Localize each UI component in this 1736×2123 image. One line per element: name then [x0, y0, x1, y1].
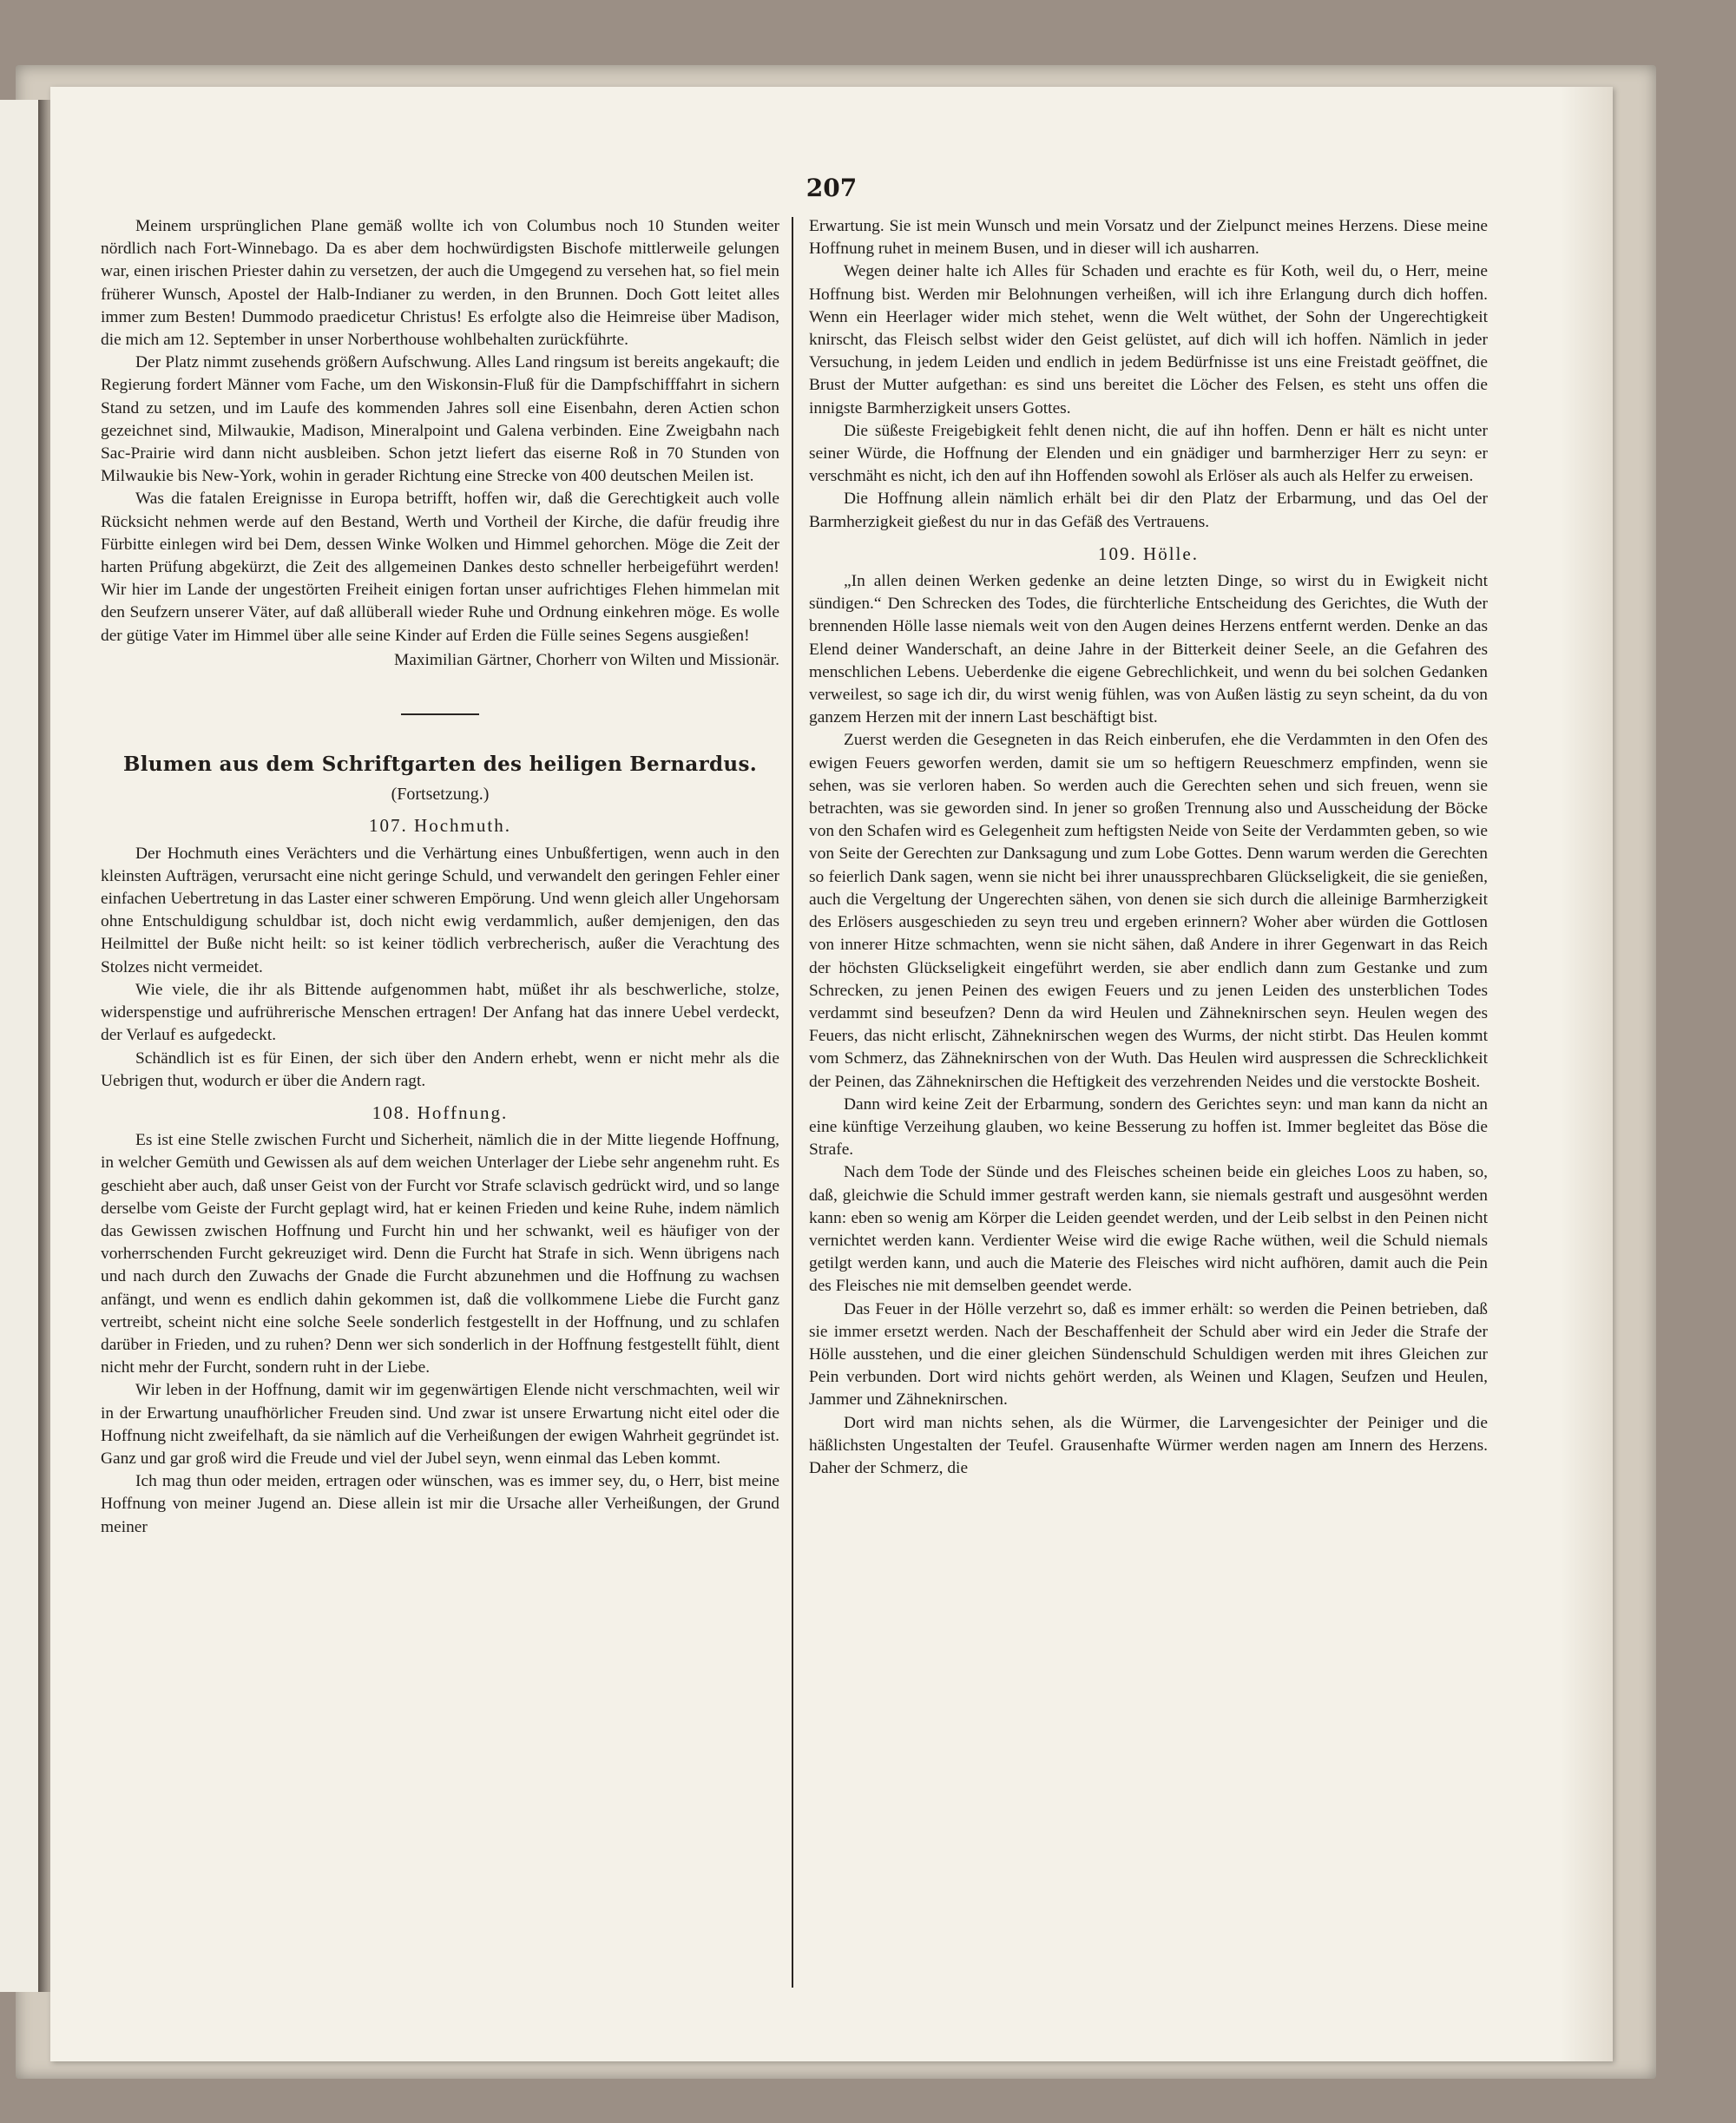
column-rule — [792, 217, 793, 1988]
page-number: 207 — [806, 174, 858, 202]
section-divider — [401, 713, 479, 715]
section-subtitle: (Fortsetzung.) — [391, 785, 490, 805]
book-page — [50, 87, 1613, 2061]
gutter-shadow — [38, 100, 50, 1992]
letter-paragraph: Was die fatalen Ereignisse in Europa betrifft, hoffen wir, daß die Gerechtigkeit auch volle Rücksicht nehmen werde auf den Bestand, Werth und Vortheil der Kirche, die dafür freudig ihre Fürbitte einlegen wird bei Dem, dessen Winke Wolken und Himmel gehorchen. Möge die Zeit der harten Prüfung abgekürzt, die Zeit des allgemeinen Dankes desto schneller herbeigeführt werden! Wir hier im Lande der ungestörten Freiheit einigen fortan unser aufrichtiges Flehen himmelan mit den Seufzern unserer Väter, auf daß allüberall wieder Ruhe und Ordnung einkehren möge. Es wolle der gütige Vater im Himmel über alle seine Kinder auf Erden die Fülle seines Segens ausgießen! — [101, 490, 779, 645]
entry-paragraph: Erwartung. Sie ist mein Wunsch und mein Vorsatz und der Zielpunct meines Herzens. Diese meine Hoffnung ruhet in meinem Busen, und in dieser will ich ausharren. — [809, 217, 1488, 259]
entry-paragraph: Nach dem Tode der Sünde und des Fleisches scheinen beide ein gleiches Loos zu haben, so, daß, gleichwie die Schuld immer gestraft werden kann, sie niemals gestraft und ausgesöhnt werden kann: eben so wenig am Körper die Leiden geendet werden, und der Leib selbst in den Peinen nicht vernichtet werden kann. Verdienter Weise wird die ewige Rache wüthen, weil die Schuld niemals getilgt werden kann, und auch die Materie des Fleisches wird nicht aufhören, damit auch die Pein des Fleisches nie mit demselben geendet werde. — [809, 1163, 1488, 1296]
letter-paragraph: Der Platz nimmt zusehends größern Aufschwung. Alles Land ringsum ist bereits angekauft; die Regierung fordert Männer vom Fache, um den Wiskonsin-Fluß für die Dampfschifffahrt in sichern Stand zu setzen, und im Laufe des kommenden Jahres soll eine Eisenbahn, deren Actien schon gezeichnet sind, Milwaukie, Madison, Mineralpoint und Galena verbinden. Eine Zweigbahn nach Sac-Prairie wird dann nicht ausbleiben. Schon jetzt liefert das eiserne Roß in 70 Stunden von Milwaukie bis New-York, wohin in gerader Richtung eine Strecke von 400 deutschen Meilen ist. — [101, 353, 779, 486]
entry-heading-109: 109. Hölle. — [1098, 542, 1199, 564]
entry-paragraph: Der Hochmuth eines Verächters und die Verhärtung eines Unbußfertigen, wenn auch in den kleinsten Aufträgen, verursacht eine nicht geringe Schuld, und verwandelt den geringen Fehler einer einfachen Uebertretung in das Laster einer schweren Empörung. Und wenn gleich aller Ungehorsam ohne Entschuldigung schuldbar ist, doch nicht ewig verdammlich, außer demjenigen, den das Heilmittel der Buße nicht heilt: so ist keiner tödlich verbrecherisch, außer die Verachtung des Stolzes nicht vermeidet. — [101, 844, 779, 976]
entry-paragraph: Wegen deiner halte ich Alles für Schaden und erachte es für Koth, weil du, o Herr, meine Hoffnung bist. Werden mir Belohnungen verheißen, will ich ihre Erlangung durch dich hoffen. Wenn ein Heerlager wider mich stehet, wenn die Welt wüthet, der Sohn der Ungerechtigkeit knirscht, das Fleisch selbst wider den Geist gelüstet, auf dich will ich hoffen. Nämlich in jeder Versuchung, in jedem Leiden und endlich in jedem Bedürfnisse ist uns eine Freistadt geöffnet, die Brust der Mutter aufgethan: es sind uns bereitet die Löcher des Felsen, es steht uns offen die innigste Barmherzigkeit unsers Gottes. — [809, 262, 1488, 417]
entry-paragraph: Die Hoffnung allein nämlich erhält bei dir den Platz der Erbarmung, und das Oel der Barmherzigkeit gießest du nur in das Gefäß des Vertrauens. — [809, 490, 1488, 531]
entry-paragraph: Das Feuer in der Hölle verzehrt so, daß es immer erhält: so werden die Peinen betrieben, daß sie immer ersetzt werden. Nach der Beschaffenheit der Schuld aber wird ein Jeder die Strafe der Hölle ausstehen, und die einer gleichen Sündenschuld Schuldigen werden mit ihres Gleichen zur Pein verbunden. Dort wird nichts gehört werden, als Weinen und Klagen, Seufzen und Heulen, Jammer und Zähneknirschen. — [809, 1299, 1488, 1410]
entry-heading-107: 107. Hochmuth. — [369, 815, 511, 837]
letter-paragraph: Meinem ursprünglichen Plane gemäß wollte ich von Columbus noch 10 Stunden weiter nördlich nach Fort-Winnebago. Da es aber dem hochwürdigsten Bischofe mittlerweile gelungen war, einen irischen Priester dahin zu versetzen, der auch die Umgegend zu versehen hat, so fiel mein früherer Wunsch, Apostel der Halb-Indianer zu werden, in den Brunnen. Doch Gott leitet alles immer zum Besten! Dummodo praedicetur Christus! Es erfolgte also die Heimreise über Madison, die mich am 12. September in unser Norberthouse wohlbehalten zurückführte. — [101, 217, 779, 350]
entry-paragraph: Wir leben in der Hoffnung, damit wir im gegenwärtigen Elende nicht verschmachten, weil wir in der Erwartung unaufhörlicher Freuden sind. Und zwar ist unsere Erwartung nicht eitel oder die Hoffnung nicht zweifelhaft, da sie nämlich auf die Verheißungen der ewigen Wahrheit gegründet ist. Ganz und gar groß wird die Freude und viel der Jubel seyn, wenn einmal das Leben kommt. — [101, 1381, 779, 1468]
entry-paragraph: Zuerst werden die Gesegneten in das Reich einberufen, ehe die Verdammten in den Ofen des ewigen Feuers geworfen werden, damit sie um so heftigern Reueschmerz empfinden, wenn sie sehen, was sie verloren haben. So werden auch die Gerechten sehen und sich freuen, wenn sie betrachten, was sie geworden sind. In jener so großen Trennung also und Ausscheidung der Böcke von den Schafen wird es Gelegenheit zum heftigsten Neide von Seite der Verdammten geben, so wie von Seite der Gerechten zur Danksagung und zum Lobe Gottes. Denn warum werden die Gerechten so feierlich Dank sagen, wenn sie nicht bei ihrer unaussprechbaren Glückseligkeit, die sie genießen, auch die Vergeltung der Ungerechten sähen, von denen sie sich durch die alleinige Barmherzigkeit des Erlösers ausgeschieden zu seyn treu und ergeben erinnern? Woher aber würden die Gottlosen von innerer Hitze schmachten, wenn sie nicht sähen, daß Andere in ihrer Gegenwart in das Reich der höchsten Glückseligkeit eingeführt werden, sie aber endlich dann zum Gestanke und zum Schrecken, zu jenen Peinen des ewigen Feuers und zu jenen Leiden des unsterblichen Todes verdammt sind beseufzen? Denn da wird Heulen und Zähneknirschen seyn. Heulen wegen des Feuers, das nicht erlischt, Zähneknirschen wegen des Wurms, der nicht stirbt. Das Heulen kommt vom Schmerz, das Zähneknirschen von der Wuth. Das Heulen wird auspressen die Schrecklichkeit der Peinen, das Zähneknirschen die Heftigkeit des verzehrenden Neides und die verstockte Bosheit. — [809, 731, 1488, 1091]
entry-paragraph: Schändlich ist es für Einen, der sich über den Andern erhebt, wenn er nicht mehr als die Uebrigen thut, wodurch er über die Andern ragt. — [101, 1048, 779, 1090]
entry-paragraph: „In allen deinen Werken gedenke an deine letzten Dinge, so wirst du in Ewigkeit nicht sündigen.“ Den Schrecken des Todes, die fürchterliche Entscheidung des Gerichtes, die Wuth der brennenden Hölle lasse niemals weit von den Augen deines Herzens entfernt werden. Denke an das Elend deiner Wanderschaft, an deine Jahre in der Bitterkeit deiner Seele, an die Gefahren des menschlichen Lebens. Ueberdenke die eigene Gebrechlichkeit, und wenn du bei solchen Gedanken verweilest, so sage ich dir, du wirst wenig fühlen, was von Außen lästig zu seyn scheint, da du von ganzem Herzen mit der innern Last beschäftigt bist. — [809, 572, 1488, 727]
previous-page-edge — [0, 100, 42, 1992]
entry-paragraph: Die süßeste Freigebigkeit fehlt denen nicht, die auf ihn hoffen. Denn er hält es nicht unter seiner Würde, die Hoffnung der Elenden und ein gnädiger und barmherziger Herr zu seyn: er verschmäht es nicht, ich den auf ihn Hoffenden sowohl als Erlöser als auch als Helfer zu erweisen. — [809, 421, 1488, 486]
entry-paragraph: Wie viele, die ihr als Bittende aufgenommen habt, müßet ihr als beschwerliche, stolze, widerspenstige und aufrührerische Menschen ertragen! Der Anfang hat das innere Uebel verdeckt, der Verlauf es aufgedeckt. — [101, 980, 779, 1045]
left-column — [101, 215, 779, 1539]
entry-paragraph: Dort wird man nichts sehen, als die Würmer, die Larvengesichter der Peiniger und die häßlichsten Ungestalten der Teufel. Grausenhafte Würmer werden nagen am Innern des Herzens. Daher der Schmerz, die — [809, 1413, 1488, 1477]
entry-paragraph: Ich mag thun oder meiden, ertragen oder wünschen, was es immer sey, du, o Herr, bist meine Hoffnung von meiner Jugend an. Diese allein ist mir die Ursache aller Verheißungen, der Grund meiner — [101, 1472, 779, 1536]
page-edge-discoloration — [1561, 87, 1613, 2061]
signature-line: Maximilian Gärtner, Chorherr von Wilten und Missionär. — [394, 650, 779, 669]
entry-paragraph: Es ist eine Stelle zwischen Furcht und Sicherheit, nämlich die in der Mitte liegende Hoffnung, in welcher Gemüth und Gewissen als auf dem weichen Unterlager der Liebe sehr angenehm ruht. Es geschieht aber auch, daß unser Geist von der Furcht vor Strafe sclavisch gedrückt wird, und so lange derselbe vom Geiste der Furcht geplagt wird, hat er keinen Frieden und keine Ruhe, indem nämlich das Gewissen zwischen Hoffnung und Furcht hin und her schwankt, weil es häufiger von der vorherrschenden Furcht gekreuziget wird. Denn die Furcht hat Strafe in sich. Wenn übrigens nach und nach durch den Zuwachs der Gnade die Furcht abzunehmen und die Hoffnung zu wachsen anfängt, und wenn es endlich dahin gekommen ist, daß die vollkommene Liebe die Furcht ganz vertreibt, scheint nicht eine solche Seele sonderlich festgestellt in der Hoffnung, und zu schlafen darüber in Frieden, und zu ruhen? Denn wer sich sonderlich in der Hoffnung festgestellt fühlt, dient nicht mehr der Furcht, sondern ruht in der Liebe. — [101, 1131, 779, 1377]
right-column — [809, 215, 1488, 1480]
entry-heading-108: 108. Hoffnung. — [372, 1101, 509, 1123]
entry-paragraph: Dann wird keine Zeit der Erbarmung, sondern des Gerichtes seyn: und man kann da nicht an eine künftige Verzeihung glauben, wo keine Besserung zu hoffen ist. Immer begleitet das Böse die Strafe. — [809, 1094, 1488, 1160]
section-title: Blumen aus dem Schriftgarten des heiligen Bernardus. — [122, 753, 757, 777]
